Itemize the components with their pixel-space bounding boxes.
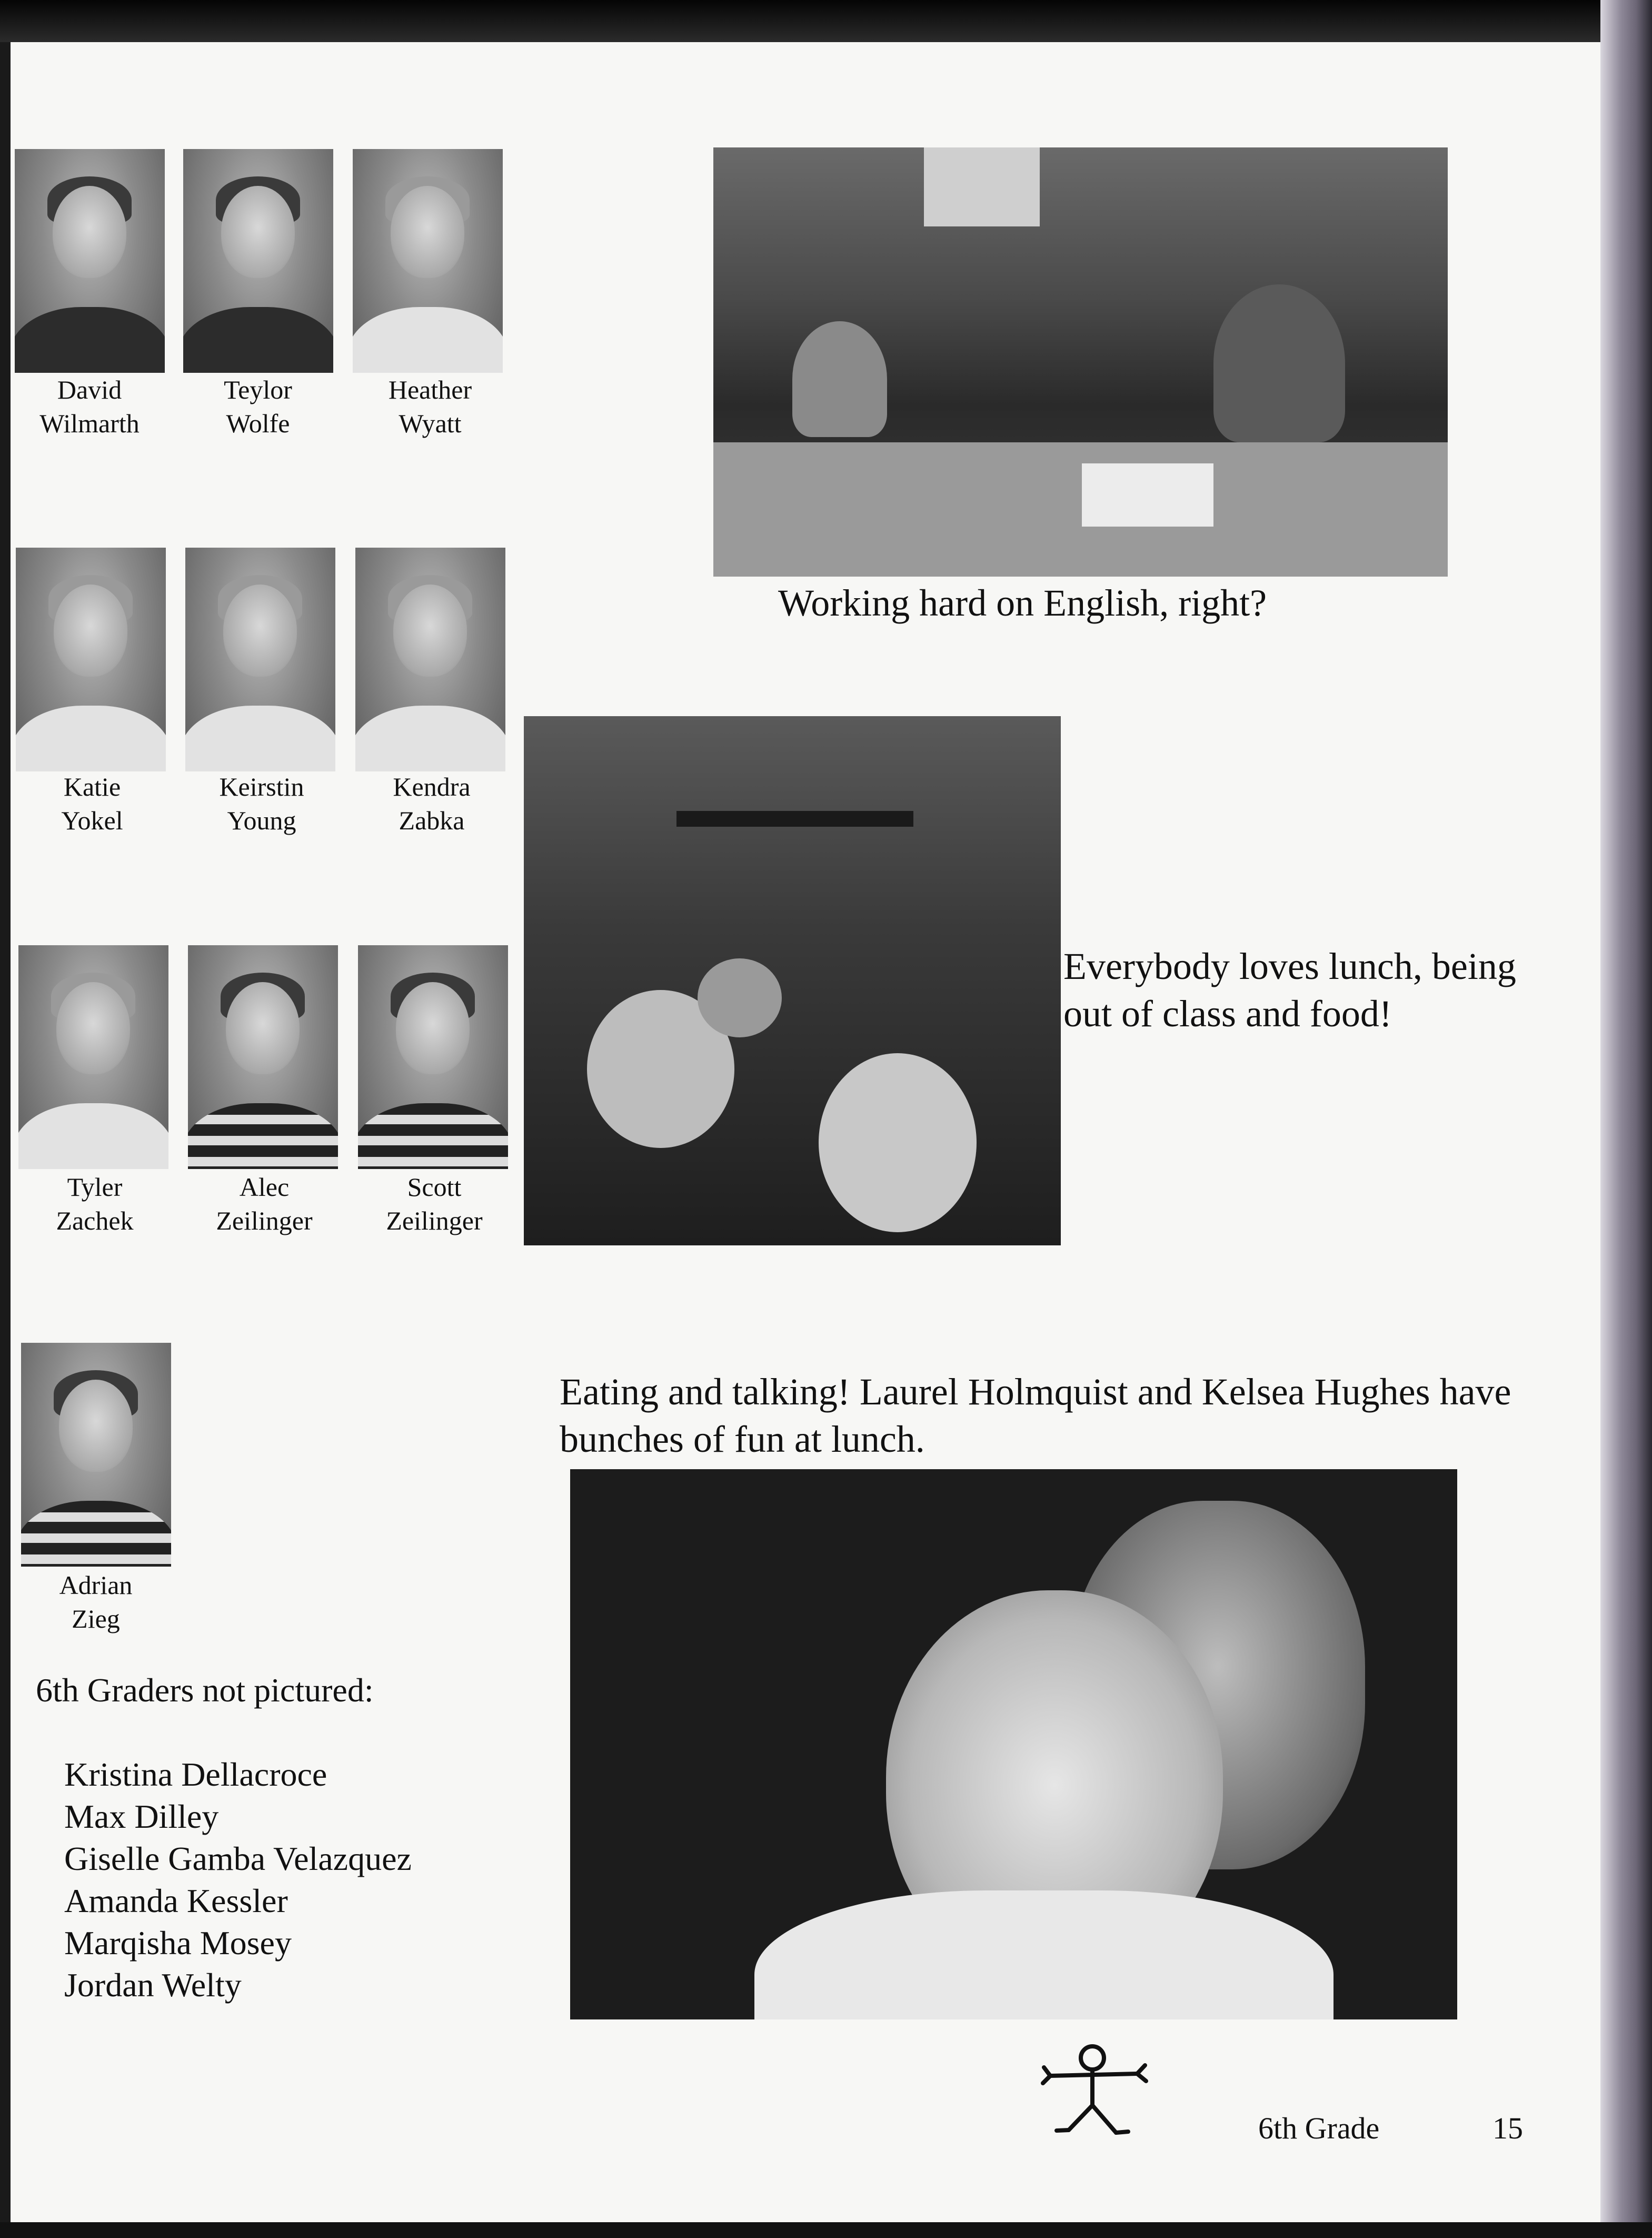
page-number: 15 (1492, 2111, 1523, 2145)
book-bottom-edge (0, 2222, 1652, 2238)
classroom-photo (713, 147, 1448, 577)
book-top-edge (0, 0, 1652, 42)
student-name: David Wilmarth (39, 375, 140, 438)
classroom-caption: Working hard on English, right? (778, 582, 1267, 624)
eating-caption: Eating and talking! Laurel Holmquist and Kelsea Hughes have bunches of fun at lunch. (560, 1371, 1511, 1460)
lunch-photo (524, 716, 1061, 1245)
portrait-photo (355, 548, 505, 771)
student-name: Kendra Zabka (393, 772, 471, 835)
portrait-photo (15, 149, 165, 373)
stick-figure-icon (1040, 2043, 1156, 2143)
book-spine-edge (1600, 0, 1652, 2238)
list-item: Kristina Dellacroce (64, 1756, 327, 1793)
portrait-photo (18, 945, 168, 1169)
list-item: Amanda Kessler (64, 1882, 288, 1919)
student-name: Katie Yokel (61, 772, 123, 835)
not-pictured-heading: 6th Graders not pictured: (36, 1671, 374, 1709)
section-label: 6th Grade (1258, 2111, 1380, 2145)
student-name: Heather Wyatt (388, 375, 472, 438)
portrait-photo (21, 1343, 171, 1567)
portrait-photo (188, 945, 338, 1169)
portrait-photo (183, 149, 333, 373)
list-item: Max Dilley (64, 1798, 219, 1835)
friends-photo (570, 1469, 1457, 2019)
student-name: Tyler Zachek (56, 1172, 134, 1235)
portrait-photo (353, 149, 503, 373)
lunch-caption: Everybody loves lunch, being out of class and food! (1063, 945, 1516, 1035)
portrait-photo (16, 548, 166, 771)
list-item: Marqisha Mosey (64, 1924, 292, 1962)
student-name: Alec Zeilinger (216, 1172, 313, 1235)
student-name: Scott Zeilinger (386, 1172, 483, 1235)
portrait-photo (358, 945, 508, 1169)
list-item: Giselle Gamba Velazquez (64, 1840, 412, 1877)
student-name: Adrian Zieg (59, 1570, 133, 1633)
student-name: Teylor Wolfe (224, 375, 292, 438)
not-pictured-list (64, 1754, 412, 2006)
portrait-photo (185, 548, 335, 771)
student-name: Keirstin Young (219, 772, 304, 835)
list-item: Jordan Welty (64, 1966, 242, 2004)
